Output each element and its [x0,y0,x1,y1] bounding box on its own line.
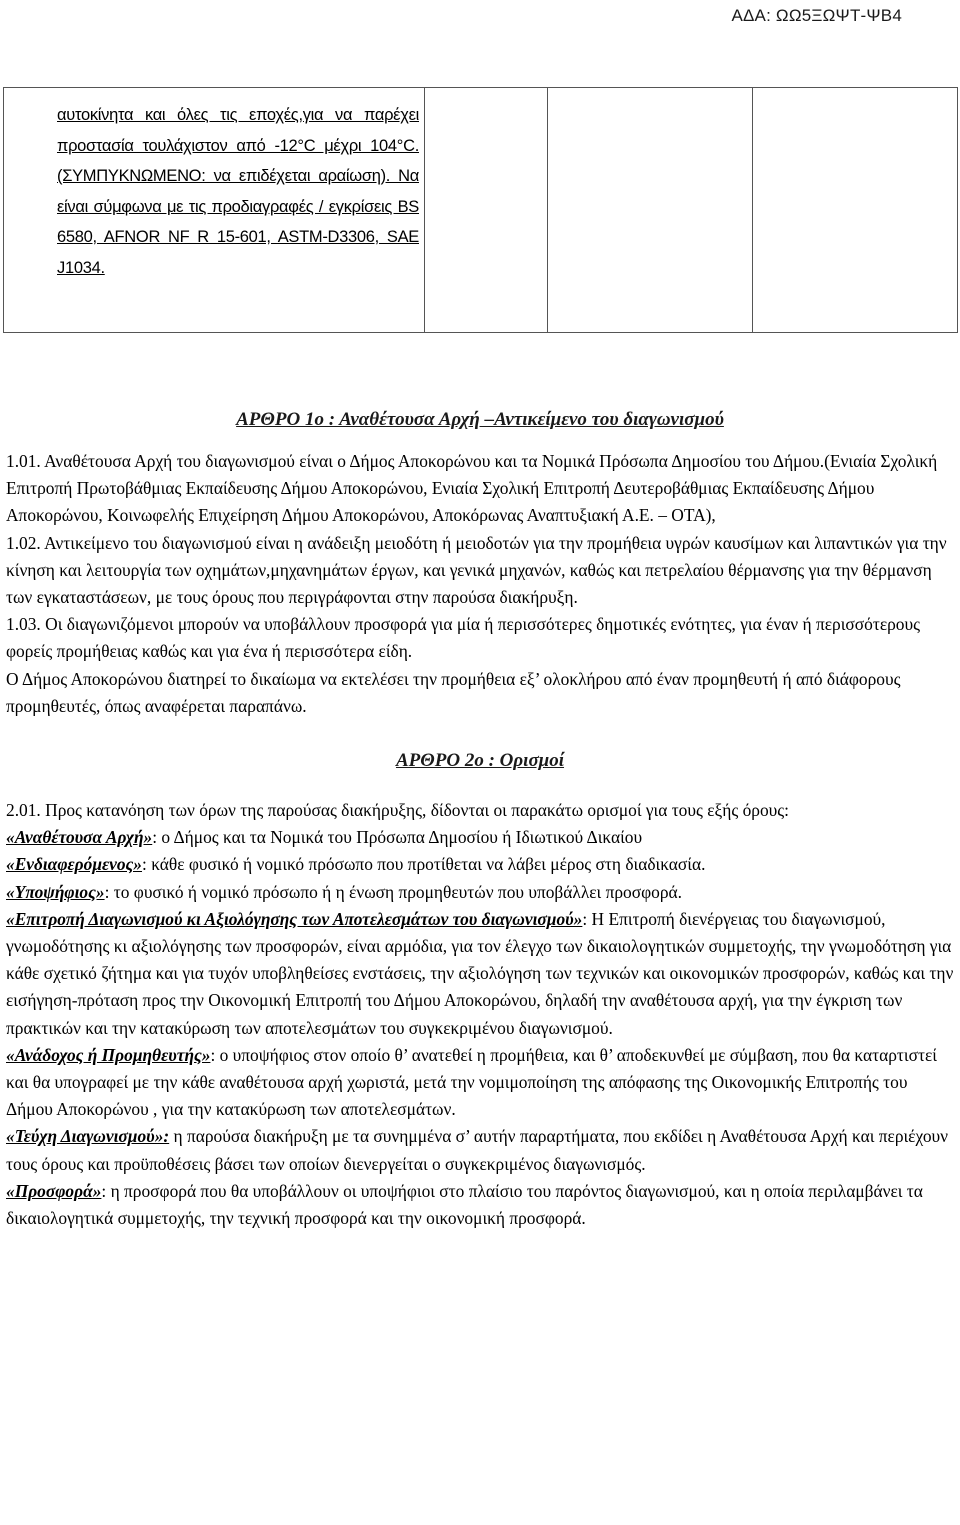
definition-term: «Ενδιαφερόμενος» [6,854,143,875]
paragraph-1-01: 1.01. Αναθέτουσα Αρχή του διαγωνισμού είναι ο Δήμος Αποκορώνου και τα Νομικά Πρόσωπα Δημοσίου του Δήμου.(Ενιαία Σχολική Επιτροπή Πρωτοβάθμιας Εκπαίδευσης Δήμου Αποκορώνου, Ενιαία Σχολική Επιτροπή Δευτεροβάθμιας Εκπαίδευσης Δήμου Αποκορώνου, Κοινωφελής Επιχείρηση Δήμου Αποκορώνου, Αποκόρωνας Αναπτυξιακή Α.Ε. – ΟΤΑ), [6,451,938,526]
definition-item [6,851,954,878]
definition-text: : ο Δήμος και τα Νομικά του Πρόσωπα Δημοσίου ή Ιδιωτικού Δικαίου [152,827,643,848]
definition-term: «Υποψήφιος» [6,881,105,902]
definition-text: : το φυσικό ή νομικό πρόσωπο ή η ένωση προμηθευτών που υποβάλλει προσφορά. [104,881,682,902]
table-cell-text: αυτοκίνητα και όλες τις εποχές,για να παρέχει προστασία τουλάχιστον από -12°C μέχρι 104°C. (ΣΥΜΠΥΚΝΩΜΕΝΟ: να επιδέχεται αραίωση). Να είναι σύμφωνα με τις προδιαγραφές / εγκρίσεις BS 6580, AFNOR NF R 15-601, ASTM-D3306, SAE J1034. [57,106,419,277]
definition-item [6,906,954,1042]
article-2-heading: ΑΡΘΡΟ 2ο : Ορισμοί [395,750,565,772]
definition-item [6,879,954,906]
table-column-divider [424,88,425,332]
definition-term: «Προσφορά» [6,1180,102,1201]
article-1-heading: ΑΡΘΡΟ 1ο : Αναθέτουσα Αρχή –Αντικείμενο του διαγωνισμού [236,409,724,430]
table-column-divider [547,88,548,332]
definition-text: η παρούσα διακήρυξη με τα συνημμένα σ’ αυτήν παραρτήματα, που εκδίδει η Αναθέτουσα Αρχή και περιέχουν τους όρους και προϋποθέσεις βάσει των οποίων διενεργείται ο συγκεκριμένος διαγωνισμός. [6,1126,948,1174]
definition-text: : κάθε φυσικό ή νομικό πρόσωπο που προτίθεται να λάβει μέρος στη διαδικασία. [142,854,706,875]
spec-table [3,87,958,333]
definition-text: : Η Επιτροπή διενέργειας του διαγωνισμού, γνωμοδότησης κι αξιολόγησης των προσφορών, είναι αρμόδια, για τον έλεγχο των δικαιολογητικών συμμετοχής, την γνωμοδότηση για κάθε σχετικό ζήτημα και για τυχόν υποβληθείσες ενστάσεις, την αξιολόγηση των τεχνικών και οικονομικών προσφορών, καθώς και την εισήγηση-πρόταση προς την Οικονομική Επιτροπή του Δήμου Αποκορώνου, δηλαδή την αναθέτουσα αρχή, για την έγκριση των πρακτικών και την κατακύρωση των αποτελεσμάτων του συγκεκριμένου διαγωνισμού. [6,908,954,1038]
table-cell-description [57,100,419,283]
definition-term: «Τεύχη Διαγωνισμού»: [6,1126,170,1147]
document-body [6,398,954,1232]
definition-term: «Ανάδοχος ή Προμηθευτής» [6,1044,211,1065]
definition-term: «Επιτροπή Διαγωνισμού κι Αξιολόγησης των Αποτελεσμάτων του διαγωνισμού» [6,908,583,929]
paragraph-2-01: 2.01. Προς κατανόηση των όρων της παρούσας διακήρυξης, δίδονται οι παρακάτω ορισμοί για τους εξής όρους: [6,800,790,821]
definition-text: : ο υποψήφιος στον οποίο θ’ ανατεθεί η προμήθεια, και θ’ αποδεκυνθεί με σύμβαση, που θα καταρτιστεί και θα υπογραφεί με την κάθε αναθέτουσα αρχή χωριστά, μετά την νομιμοποίηση της απόφασης της Οικονομικής Επιτροπής του Δήμου Αποκορώνου , για την κατακύρωση των αποτελεσμάτων. [6,1044,937,1120]
definition-item [6,1178,954,1232]
paragraph-1-03-note: Ο Δήμος Αποκορώνου διατηρεί το δικαίωμα να εκτελέσει την προμήθεια εξ’ ολοκλήρου από έναν προμηθευτή ή από διάφορους προμηθευτές, όπως αναφέρεται παραπάνω. [6,668,901,716]
definition-text: : η προσφορά που θα υποβάλλουν οι υποψήφιοι στο πλαίσιο του παρόντος διαγωνισμού, και η οποία περιλαμβάνει τα δικαιολογητικά συμμετοχής, την τεχνική προσφορά και την οικονομική προσφορά. [6,1180,923,1229]
definition-item [6,1123,954,1177]
definition-item [6,1042,954,1124]
ada-code: ΑΔΑ: ΩΩ5ΞΩΨΤ-ΨΒ4 [731,6,902,25]
definition-term: «Αναθέτουσα Αρχή» [6,827,153,848]
table-column-divider [752,88,753,332]
definition-item [6,824,954,851]
paragraph-1-02: 1.02. Αντικείμενο του διαγωνισμού είναι η ανάδειξη μειοδότη ή μειοδοτών για την προμήθεια υγρών καυσίμων και λιπαντικών για την κίνηση και λειτουργία των οχημάτων,μηχανημάτων έργων, και γενικά μηχανών, καθώς και πετρελαίου θέρμανσης για την θέρμανση των εγκαταστάσεων, με τους όρους που περιγράφονται στην παρούσα διακήρυξη. [6,532,947,608]
paragraph-1-03: 1.03. Οι διαγωνιζόμενοι μπορούν να υποβάλλουν προσφορά για μία ή περισσότερες δημοτικές ενότητες, για έναν ή περισσότερους φορείς προμήθειας καθώς και για ένα ή περισσότερα είδη. [6,614,921,662]
